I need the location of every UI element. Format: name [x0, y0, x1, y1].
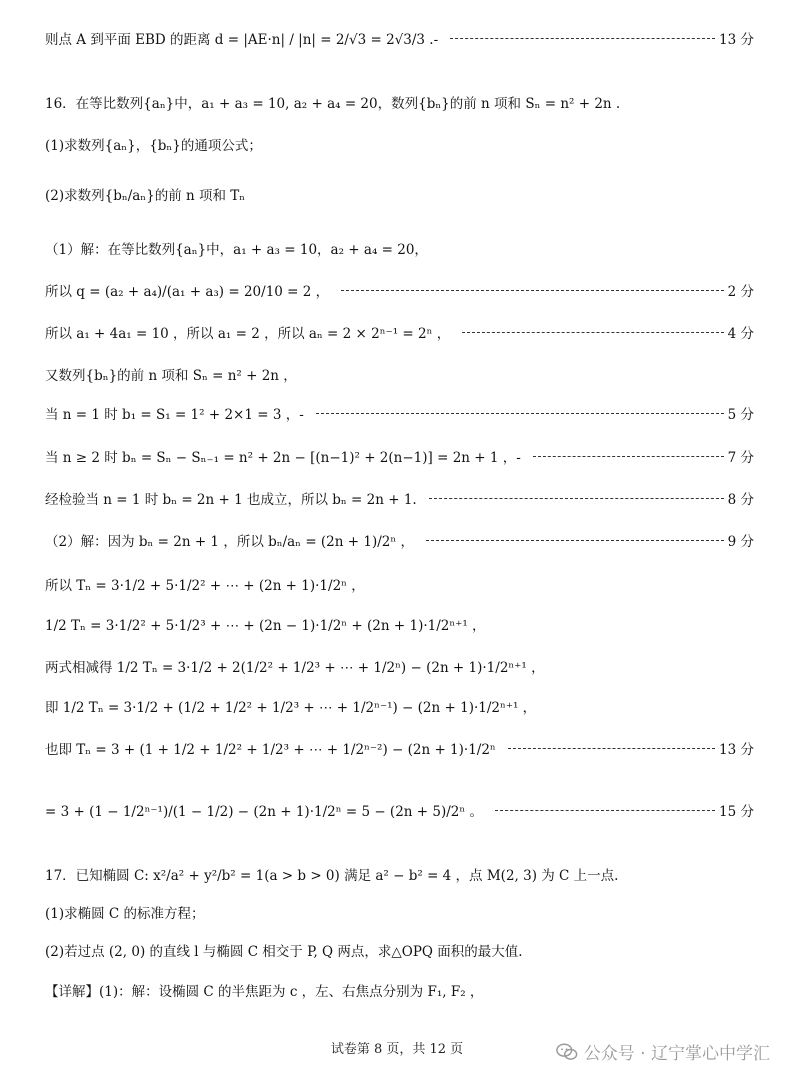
- solution-simplify: [45, 696, 754, 716]
- line-text: 也即 Tₙ = 3 + (1 + 1/2 + 1/2² + 1/2³ + ⋯ + 1/2ⁿ⁻²) − (2n + 1)·1/2ⁿ: [45, 742, 496, 758]
- line-text: 17．已知椭圆 C: x²/a² + y²/b² = 1(a > b > 0) 满足 a² − b² = 4 ，点 M(2, 3) 为 C 上一点.: [45, 868, 619, 884]
- question-16-stem: [45, 92, 754, 112]
- line-text: (2)求数列{bₙ/aₙ}的前 n 项和 Tₙ: [45, 188, 246, 204]
- dash-leader: [450, 38, 715, 39]
- solution-ratio-q: [45, 280, 754, 300]
- line-text: (2)若过点 (2, 0) 的直线 l 与椭圆 C 相交于 P, Q 两点，求△OPQ 面积的最大值.: [45, 944, 523, 960]
- line-text: 则点 A 到平面 EBD 的距离 d = |AE·n| / |n| = 2/√3 = 2√3/3 .-: [45, 32, 439, 48]
- line-text: 1/2 Tₙ = 3·1/2² + 5·1/2³ + ⋯ + (2n − 1)·1/2ⁿ + (2n + 1)·1/2ⁿ⁺¹ ，: [45, 618, 486, 634]
- watermark: [556, 1039, 770, 1064]
- score-label: 13 分: [719, 32, 754, 48]
- solution-tn-final: [45, 800, 754, 820]
- solution-sn-given: [45, 364, 754, 384]
- line-text: 所以 a₁ + 4a₁ = 10 ，所以 a₁ = 2 ，所以 aₙ = 2 × 2ⁿ⁻¹ = 2ⁿ ，: [45, 326, 451, 342]
- dash-leader: [462, 332, 723, 333]
- dash-leader: [341, 290, 723, 291]
- watermark-text: 公众号 · 辽宁掌心中学汇: [583, 1044, 770, 1064]
- line-text: 即 1/2 Tₙ = 3·1/2 + (1/2 + 1/2² + 1/2³ + ⋯ + 1/2ⁿ⁻¹) − (2n + 1)·1/2ⁿ⁺¹ ，: [45, 700, 537, 716]
- solution-1-intro: [45, 238, 754, 258]
- question-17-part-2: [45, 940, 754, 960]
- solution-b1: [45, 403, 754, 423]
- dash-leader: [426, 540, 724, 541]
- page-footer: 试卷第 8 页，共 12 页: [330, 1042, 464, 1057]
- line-text: (1)求椭圆 C 的标准方程；: [45, 906, 205, 922]
- wechat-icon: [556, 1042, 578, 1062]
- score-label: 13 分: [719, 742, 754, 758]
- dash-leader: [495, 810, 715, 811]
- dash-leader: [429, 498, 724, 499]
- line-text: 又数列{bₙ}的前 n 项和 Sₙ = n² + 2n ，: [45, 368, 297, 384]
- score-label: 5 分: [727, 407, 754, 423]
- dash-leader: [533, 456, 724, 457]
- solution-bn-general: [45, 446, 754, 466]
- question-17-stem: [45, 864, 754, 884]
- line-text: (1)求数列{aₙ}，{bₙ}的通项公式；: [45, 138, 262, 154]
- dash-leader: [316, 413, 724, 414]
- question-16-part-2: [45, 184, 754, 204]
- line-text: 所以 q = (a₂ + a₄)/(a₁ + a₃) = 20/10 = 2 ，: [45, 284, 330, 300]
- line-text: （2）解：因为 bₙ = 2n + 1 ，所以 bₙ/aₙ = (2n + 1)/2ⁿ ，: [45, 534, 414, 550]
- score-label: 4 分: [727, 326, 754, 342]
- line-text: 所以 Tₙ = 3·1/2 + 5·1/2² + ⋯ + (2n + 1)·1/2ⁿ ，: [45, 578, 365, 594]
- solution-an-formula: [45, 322, 754, 342]
- line-text: 两式相减得 1/2 Tₙ = 3·1/2 + 2(1/2² + 1/2³ + ⋯ + 1/2ⁿ) − (2n + 1)·1/2ⁿ⁺¹ ，: [45, 660, 545, 676]
- line-text: （1）解：在等比数列{aₙ}中，a₁ + a₃ = 10，a₂ + a₄ = 20，: [45, 242, 428, 258]
- score-label: 7 分: [727, 450, 754, 466]
- question-17-detail: [45, 980, 754, 1000]
- dash-leader: [508, 748, 715, 749]
- question-17-part-1: [45, 902, 754, 922]
- solution-subtract: [45, 656, 754, 676]
- score-label: 15 分: [719, 804, 754, 820]
- question-16-part-1: [45, 134, 754, 154]
- solution-bn-check: [45, 488, 754, 508]
- solution-tn-sum: [45, 738, 754, 758]
- score-label: 2 分: [727, 284, 754, 300]
- solution-half-tn: [45, 614, 754, 634]
- score-label: 8 分: [727, 492, 754, 508]
- line-distance-result: [45, 28, 754, 48]
- solution-tn-series: [45, 574, 754, 594]
- score-label: 9 分: [727, 534, 754, 550]
- line-text: 当 n = 1 时 b₁ = S₁ = 1² + 2×1 = 3 ，-: [45, 407, 304, 423]
- solution-2-intro: [45, 530, 754, 550]
- line-text: 经检验当 n = 1 时 bₙ = 2n + 1 也成立，所以 bₙ = 2n + 1.: [45, 492, 417, 508]
- line-text: 16．在等比数列{aₙ}中，a₁ + a₃ = 10, a₂ + a₄ = 20，数列{bₙ}的前 n 项和 Sₙ = n² + 2n .: [45, 96, 621, 112]
- line-text: 当 n ≥ 2 时 bₙ = Sₙ − Sₙ₋₁ = n² + 2n − [(n−1)² + 2(n−1)] = 2n + 1 ，-: [45, 450, 521, 466]
- line-text: = 3 + (1 − 1/2ⁿ⁻¹)/(1 − 1/2) − (2n + 1)·1/2ⁿ = 5 − (2n + 5)/2ⁿ 。: [45, 804, 483, 820]
- line-text: 【详解】(1)：解：设椭圆 C 的半焦距为 c ，左、右焦点分别为 F₁, F₂ ，: [45, 984, 484, 1000]
